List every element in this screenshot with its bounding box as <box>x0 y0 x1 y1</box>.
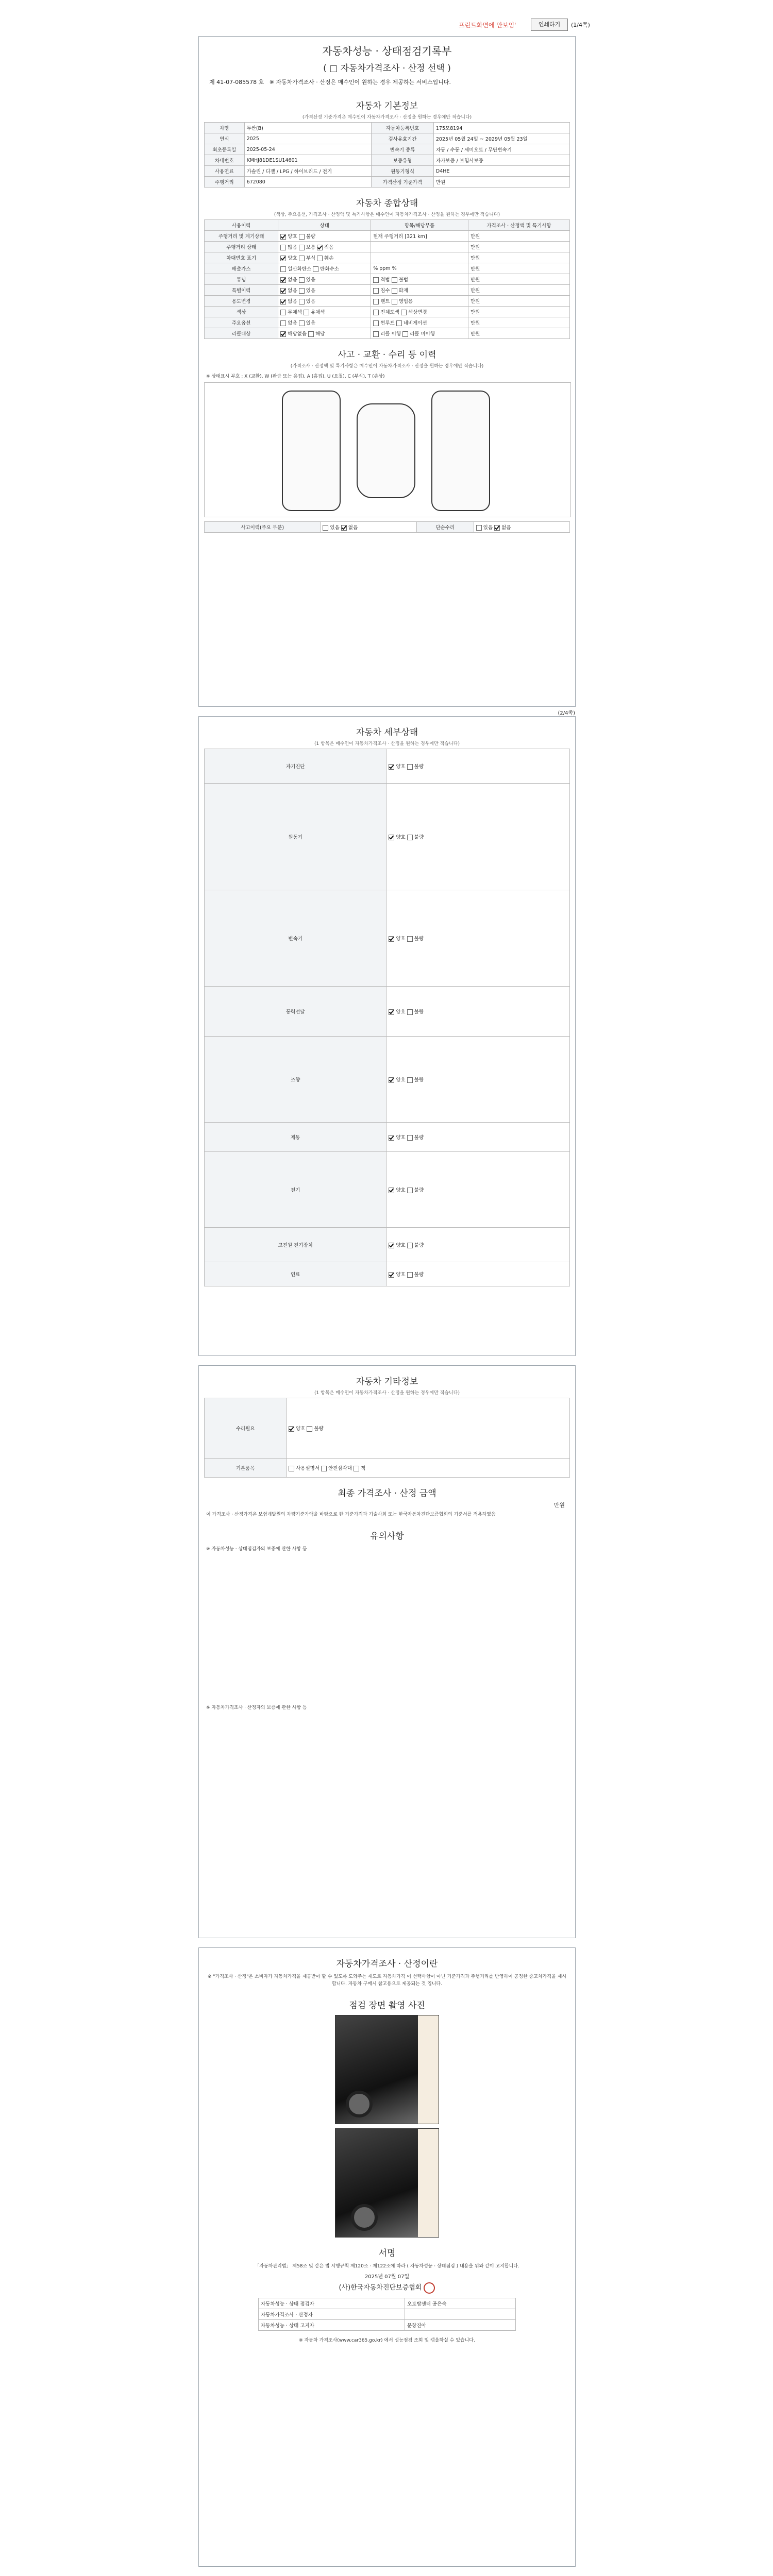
checkbox-icon <box>373 320 379 326</box>
cell: 불량 <box>414 1188 424 1193</box>
car-photo-rear <box>335 2128 439 2238</box>
checkbox-icon <box>407 1272 413 1278</box>
checkbox-icon <box>299 288 305 294</box>
detail-table <box>204 749 570 1286</box>
doc-title: 자동차성능 · 상태점검기록부 <box>322 45 452 57</box>
sign-text: 「자동차관리법」 제58조 및 같은 법 시행규칙 제120조 · 제122조에 따라 ( 자동차성능 · 상태점검 ) 내용을 위와 같이 고지합니다. <box>255 2264 519 2269</box>
cell: 양호 <box>396 1009 406 1015</box>
cell: 상태 <box>278 220 371 231</box>
accident-table <box>204 521 570 533</box>
reg-number: 41-07-085578 <box>216 79 257 86</box>
basic-title: 자동차 기본정보 <box>356 101 418 111</box>
cell: 있음 <box>330 525 340 531</box>
other-table: 수리필요 양호 불량 기본품목 사용설명서 안전삼각대 잭 <box>204 1398 570 1478</box>
cell: 양호 <box>396 1243 406 1248</box>
intro-text: ※ "가격조사 · 산정"은 소비자가 자동차가격을 제공받아 할 수 있도록 도와주는 제도로 자동차가격 이 선택사항이 아닌 기준가격과 주행거리를 반영하여 공정한 중고차가격을 제시합니다. 자동차 구매시 참고용으로 제공되는 것 입니다. <box>207 1974 567 1987</box>
cell: 주행거리 <box>205 177 245 188</box>
checkbox-icon <box>280 288 286 294</box>
checkbox-icon <box>401 310 407 315</box>
checkbox-icon <box>392 277 397 283</box>
cell: 원동기형식 <box>372 166 434 177</box>
cell: 만원 <box>468 252 569 263</box>
cell: 튜닝 <box>205 274 278 285</box>
page-2 <box>198 710 576 1356</box>
checkbox-icon <box>299 245 305 250</box>
cell: 검사유효기간 <box>372 133 434 144</box>
checkbox-icon <box>392 288 397 294</box>
checkbox-icon <box>389 1135 394 1141</box>
cell: 만원 <box>468 274 569 285</box>
cell: 만원 <box>468 317 569 328</box>
print-button[interactable]: 인쇄하기 <box>531 19 568 31</box>
cell: 주행거리 및 계기상태 <box>205 231 278 242</box>
cell: D4HE <box>433 166 569 177</box>
checkbox-icon <box>313 266 318 272</box>
cell: 단순수리 <box>416 522 474 533</box>
checkbox-icon <box>407 936 413 942</box>
cell: 최초등록일 <box>205 144 245 155</box>
reg-prefix: 제 <box>209 79 215 86</box>
cell: 항목/해당부품 <box>371 220 468 231</box>
cell: 만원 <box>468 328 569 339</box>
cell: 오토탑센터 공은숙 <box>405 2298 516 2309</box>
cell: KMHJ81DE1SU14601 <box>244 155 372 166</box>
checkbox-icon <box>308 331 314 337</box>
cell: 양호 <box>396 1272 406 1278</box>
checkbox-icon <box>289 1466 294 1471</box>
checkbox-icon <box>389 1243 394 1248</box>
cell: 불량 <box>414 1009 424 1015</box>
cell: 양호 <box>396 1188 406 1193</box>
sign-table <box>258 2298 516 2331</box>
checkbox-icon <box>307 1426 312 1432</box>
cell: 용도변경 <box>205 296 278 307</box>
sign-company <box>201 2282 573 2294</box>
checkbox-icon <box>299 277 305 283</box>
other-sub: (1 항목은 매수인이 자동차가격조사 · 산정을 원하는 경우에만 적습니다) <box>314 1391 460 1396</box>
cell: 2025-05-24 <box>244 144 372 155</box>
checkbox-icon <box>289 1426 294 1432</box>
page-4 <box>198 1947 576 2567</box>
cell: 자기진단 <box>205 749 386 784</box>
cell: 수리필요 <box>205 1398 287 1459</box>
photos-title: 점검 장면 촬영 사진 <box>349 2001 425 2011</box>
checkbox-icon <box>280 256 286 261</box>
cell: 672080 <box>244 177 372 188</box>
cell: 연료 <box>205 1262 386 1286</box>
cell: 전기 <box>205 1152 386 1228</box>
page-2-number: (2/4쪽) <box>558 710 575 716</box>
cell: 불량 <box>414 764 424 770</box>
checkbox-icon <box>373 288 379 294</box>
doc-subtitle: ( □ 자동차가격조사 · 산정 선택 ) <box>323 63 451 74</box>
checkbox-icon <box>373 331 379 337</box>
checkbox-icon <box>407 1135 413 1141</box>
accident-title: 사고 · 교환 · 수리 등 이력 <box>338 350 436 360</box>
cell: 2025년 05월 24일 ~ 2029년 05월 23일 <box>433 133 569 144</box>
checkbox-icon <box>389 1077 394 1083</box>
checkbox-icon <box>321 1466 327 1471</box>
checkbox-icon <box>392 299 397 304</box>
checkbox-icon <box>407 1009 413 1015</box>
cell: 만원 <box>468 231 569 242</box>
cell: 자동차성능 · 상태 점검자 <box>259 2298 405 2309</box>
cell: 특별이력 <box>205 285 278 296</box>
cell: 배출가스 <box>205 263 278 274</box>
caution-title: 유의사항 <box>370 1531 404 1541</box>
cell: 없음 <box>501 525 511 531</box>
cell: 양호 <box>396 835 406 840</box>
checkbox-icon <box>476 525 482 531</box>
cell: 차명 <box>205 123 245 133</box>
cell: 색상 <box>205 307 278 317</box>
cell: 양호 <box>396 1077 406 1083</box>
notice: ※ 자동차가격조사 · 산정은 매수인이 원하는 경우 제공하는 서비스입니다. <box>269 79 451 86</box>
sign-foot: ※ 자동차 가격조사(www.car365.go.kr) 에서 성능점검 조회 및 캡을하실 수 있습니다. <box>299 2337 475 2343</box>
checkbox-icon <box>280 245 286 250</box>
car-body-top <box>357 403 415 498</box>
caution-h2: ※ 자동차가격조사 · 산정자의 보증에 관한 사항 등 <box>206 1705 307 1710</box>
caution-h1: ※ 자동차성능 · 상태점검자의 보증에 관한 사항 등 <box>206 1547 307 1552</box>
other-title: 자동차 기타정보 <box>356 1377 418 1387</box>
cell: 만원 <box>468 285 569 296</box>
checkbox-icon <box>280 320 286 326</box>
cell: 만원 <box>468 242 569 252</box>
cell: 고전원 전기장치 <box>205 1228 386 1262</box>
cell: 조향 <box>205 1037 386 1123</box>
cell: 175모8194 <box>433 123 569 133</box>
overall-title: 자동차 종합상태 <box>356 198 418 209</box>
checkbox-icon <box>299 256 305 261</box>
checkbox-icon <box>280 234 286 240</box>
checkbox-icon <box>280 277 286 283</box>
accident-sub: (가격조사 · 산정액 및 특기사항은 매수인이 자동차가격조사 · 산정을 원하는 경우에만 적습니다) <box>290 364 484 369</box>
accident-legend: ※ 상태표시 부호 : X (교환), W (판금 또는 용접), A (흠집), U (요철), C (부식), T (손상) <box>206 374 385 379</box>
car-outline-right <box>431 391 490 511</box>
reg-line <box>199 74 575 90</box>
cell: 변속기 <box>205 890 386 987</box>
toolbar <box>0 15 773 36</box>
checkbox-icon <box>373 299 379 304</box>
cell: 불량 <box>414 1135 424 1141</box>
cell: 양호 <box>396 936 406 942</box>
cell: 제동 <box>205 1123 386 1152</box>
cell: 원동기 <box>205 784 386 890</box>
cell: 불량 <box>414 1272 424 1278</box>
final-unit: 만원 <box>553 1502 565 1509</box>
cell: 문창진아 <box>405 2319 516 2330</box>
cell: 가솔린 / 디젤 / LPG / 하이브리드 / 전기 <box>244 166 372 177</box>
checkbox-icon <box>299 320 305 326</box>
checkbox-icon <box>317 256 323 261</box>
checkbox-icon <box>389 1009 394 1015</box>
checkbox-icon <box>407 835 413 840</box>
page-indicator: (1/4쪽) <box>571 22 590 28</box>
checkbox-icon <box>280 299 286 304</box>
car-photo-front <box>335 2015 439 2124</box>
cell: 있음 <box>483 525 493 531</box>
cell: 보증유형 <box>372 155 434 166</box>
cell: 불량 <box>414 1077 424 1083</box>
cell: 변속기 종류 <box>372 144 434 155</box>
cell: 2025 <box>244 133 372 144</box>
checkbox-icon <box>323 525 328 531</box>
car-diagram <box>204 382 571 517</box>
detail-title: 자동차 세부상태 <box>356 727 418 738</box>
checkbox-icon <box>389 936 394 942</box>
checkbox-icon <box>389 764 394 770</box>
checkbox-icon <box>280 310 286 315</box>
overall-table: 사용이력 상태 항목/해당부품 가격조사 · 산정액 및 특기사항 주행거리 및 계기상태 양호 불량 현재 주행거리 [321 km] 만원 주행거리 상태 많음 보통 적음 만원 차대번호 표기 양호 부식 훼손 만원 배출가스 일산화탄소 탄화수소 % ppm % 만원 튜닝 없음 있음 적법 불법 만원 특별이력 없음 있음 침수 화재 만원 용도변경 없음 있음 렌트 영업용 만원 색상 무채색 유채색 전체도색 색상변경 만원 주요옵션 없음 있음 썬루프 네비게이션 만원 리콜대상 해당없음 해당 리콜 이행 리콜 미이행 만원 <box>204 219 570 339</box>
sign-date: 2025년 07월 07일 <box>364 2274 410 2280</box>
cell: 없음 <box>348 525 358 531</box>
checkbox-icon <box>304 310 309 315</box>
cell: 사고이력(주요 부분) <box>205 522 321 533</box>
basic-sub: (가격산정 기준가격은 매수인이 자동차가격조사 · 산정을 원하는 경우에만 적습니다) <box>302 115 472 120</box>
cell: 리콜대상 <box>205 328 278 339</box>
checkbox-icon <box>407 1188 413 1193</box>
checkbox-icon <box>341 525 347 531</box>
cell: 321 km <box>407 234 425 240</box>
checkbox-icon <box>317 245 323 250</box>
sign-title: 서명 <box>378 2248 396 2259</box>
cell: 가격조사 · 산정액 및 특기사항 <box>468 220 569 231</box>
cell: 양호 <box>396 764 406 770</box>
cell: 사용연료 <box>205 166 245 177</box>
cell: 사용이력 <box>205 220 278 231</box>
page-3 <box>198 1365 576 1938</box>
cell: 자가보증 / 보험사보증 <box>433 155 569 166</box>
cell: 만원 <box>468 263 569 274</box>
car-outline-left <box>282 391 341 511</box>
checkbox-icon <box>407 764 413 770</box>
cell: 불량 <box>414 1243 424 1248</box>
cell: 자동 / 수동 / 세미오토 / 무단변속기 <box>433 144 569 155</box>
cell: 불량 <box>414 835 424 840</box>
checkbox-icon <box>280 266 286 272</box>
cell: 동력전달 <box>205 987 386 1037</box>
cell: 만원 <box>433 177 569 188</box>
cell: 차대번호 <box>205 155 245 166</box>
checkbox-icon <box>299 299 305 304</box>
checkbox-icon <box>407 1243 413 1248</box>
checkbox-icon <box>354 1466 359 1471</box>
cell: 주요옵션 <box>205 317 278 328</box>
cell: 차대번호 표기 <box>205 252 278 263</box>
print-warning: 프린트화면에 안보임' <box>459 22 516 29</box>
cell: 투싼(B) <box>244 123 372 133</box>
checkbox-icon <box>373 277 379 283</box>
page-1 <box>198 36 576 707</box>
checkbox-icon <box>402 331 408 337</box>
cell: 만원 <box>468 296 569 307</box>
cell: (사)한국자동차진단보증협회 <box>339 2284 422 2292</box>
cell: 만원 <box>468 307 569 317</box>
intro-title: 자동차가격조사 · 산정이란 <box>336 1959 438 1969</box>
basic-table <box>204 122 570 188</box>
cell: 기본품목 <box>205 1459 287 1478</box>
checkbox-icon <box>396 320 402 326</box>
cell: 주행거리 상태 <box>205 242 278 252</box>
cell: 불량 <box>414 936 424 942</box>
checkbox-icon <box>389 835 394 840</box>
seal-stamp-icon <box>424 2282 435 2294</box>
reg-suffix: 호 <box>258 79 264 86</box>
final-text: 이 가격조사 · 산정가격은 보험개발원의 차량기준가액을 바탕으로 한 기준가격과 기술사회 또는 한국자동차진단보증협회의 기준서를 적용하였음 <box>206 1512 496 1517</box>
checkbox-icon <box>407 1077 413 1083</box>
checkbox-icon <box>373 310 379 315</box>
cell: 양호 <box>396 1135 406 1141</box>
checkbox-icon <box>299 234 305 240</box>
cell: 가격산정 기준가격 <box>372 177 434 188</box>
final-title: 최종 가격조사 · 산정 금액 <box>338 1488 436 1499</box>
cell: 자동차가격조사 · 산정자 <box>259 2309 405 2319</box>
cell: 연식 <box>205 133 245 144</box>
overall-sub: (색상, 주요옵션, 가격조사 · 산정액 및 특기사항은 매수인이 자동차가격조사 · 산정을 원하는 경우에만 적습니다) <box>274 212 500 217</box>
cell: 자동차등록번호 <box>372 123 434 133</box>
checkbox-icon <box>389 1188 394 1193</box>
checkbox-icon <box>280 331 286 337</box>
detail-sub: (1 항목은 매수인이 자동차가격조사 · 산정을 원하는 경우에만 적습니다) <box>314 741 460 747</box>
cell: 자동차성능 · 상태 고지자 <box>259 2319 405 2330</box>
checkbox-icon <box>389 1272 394 1278</box>
checkbox-icon <box>494 525 500 531</box>
